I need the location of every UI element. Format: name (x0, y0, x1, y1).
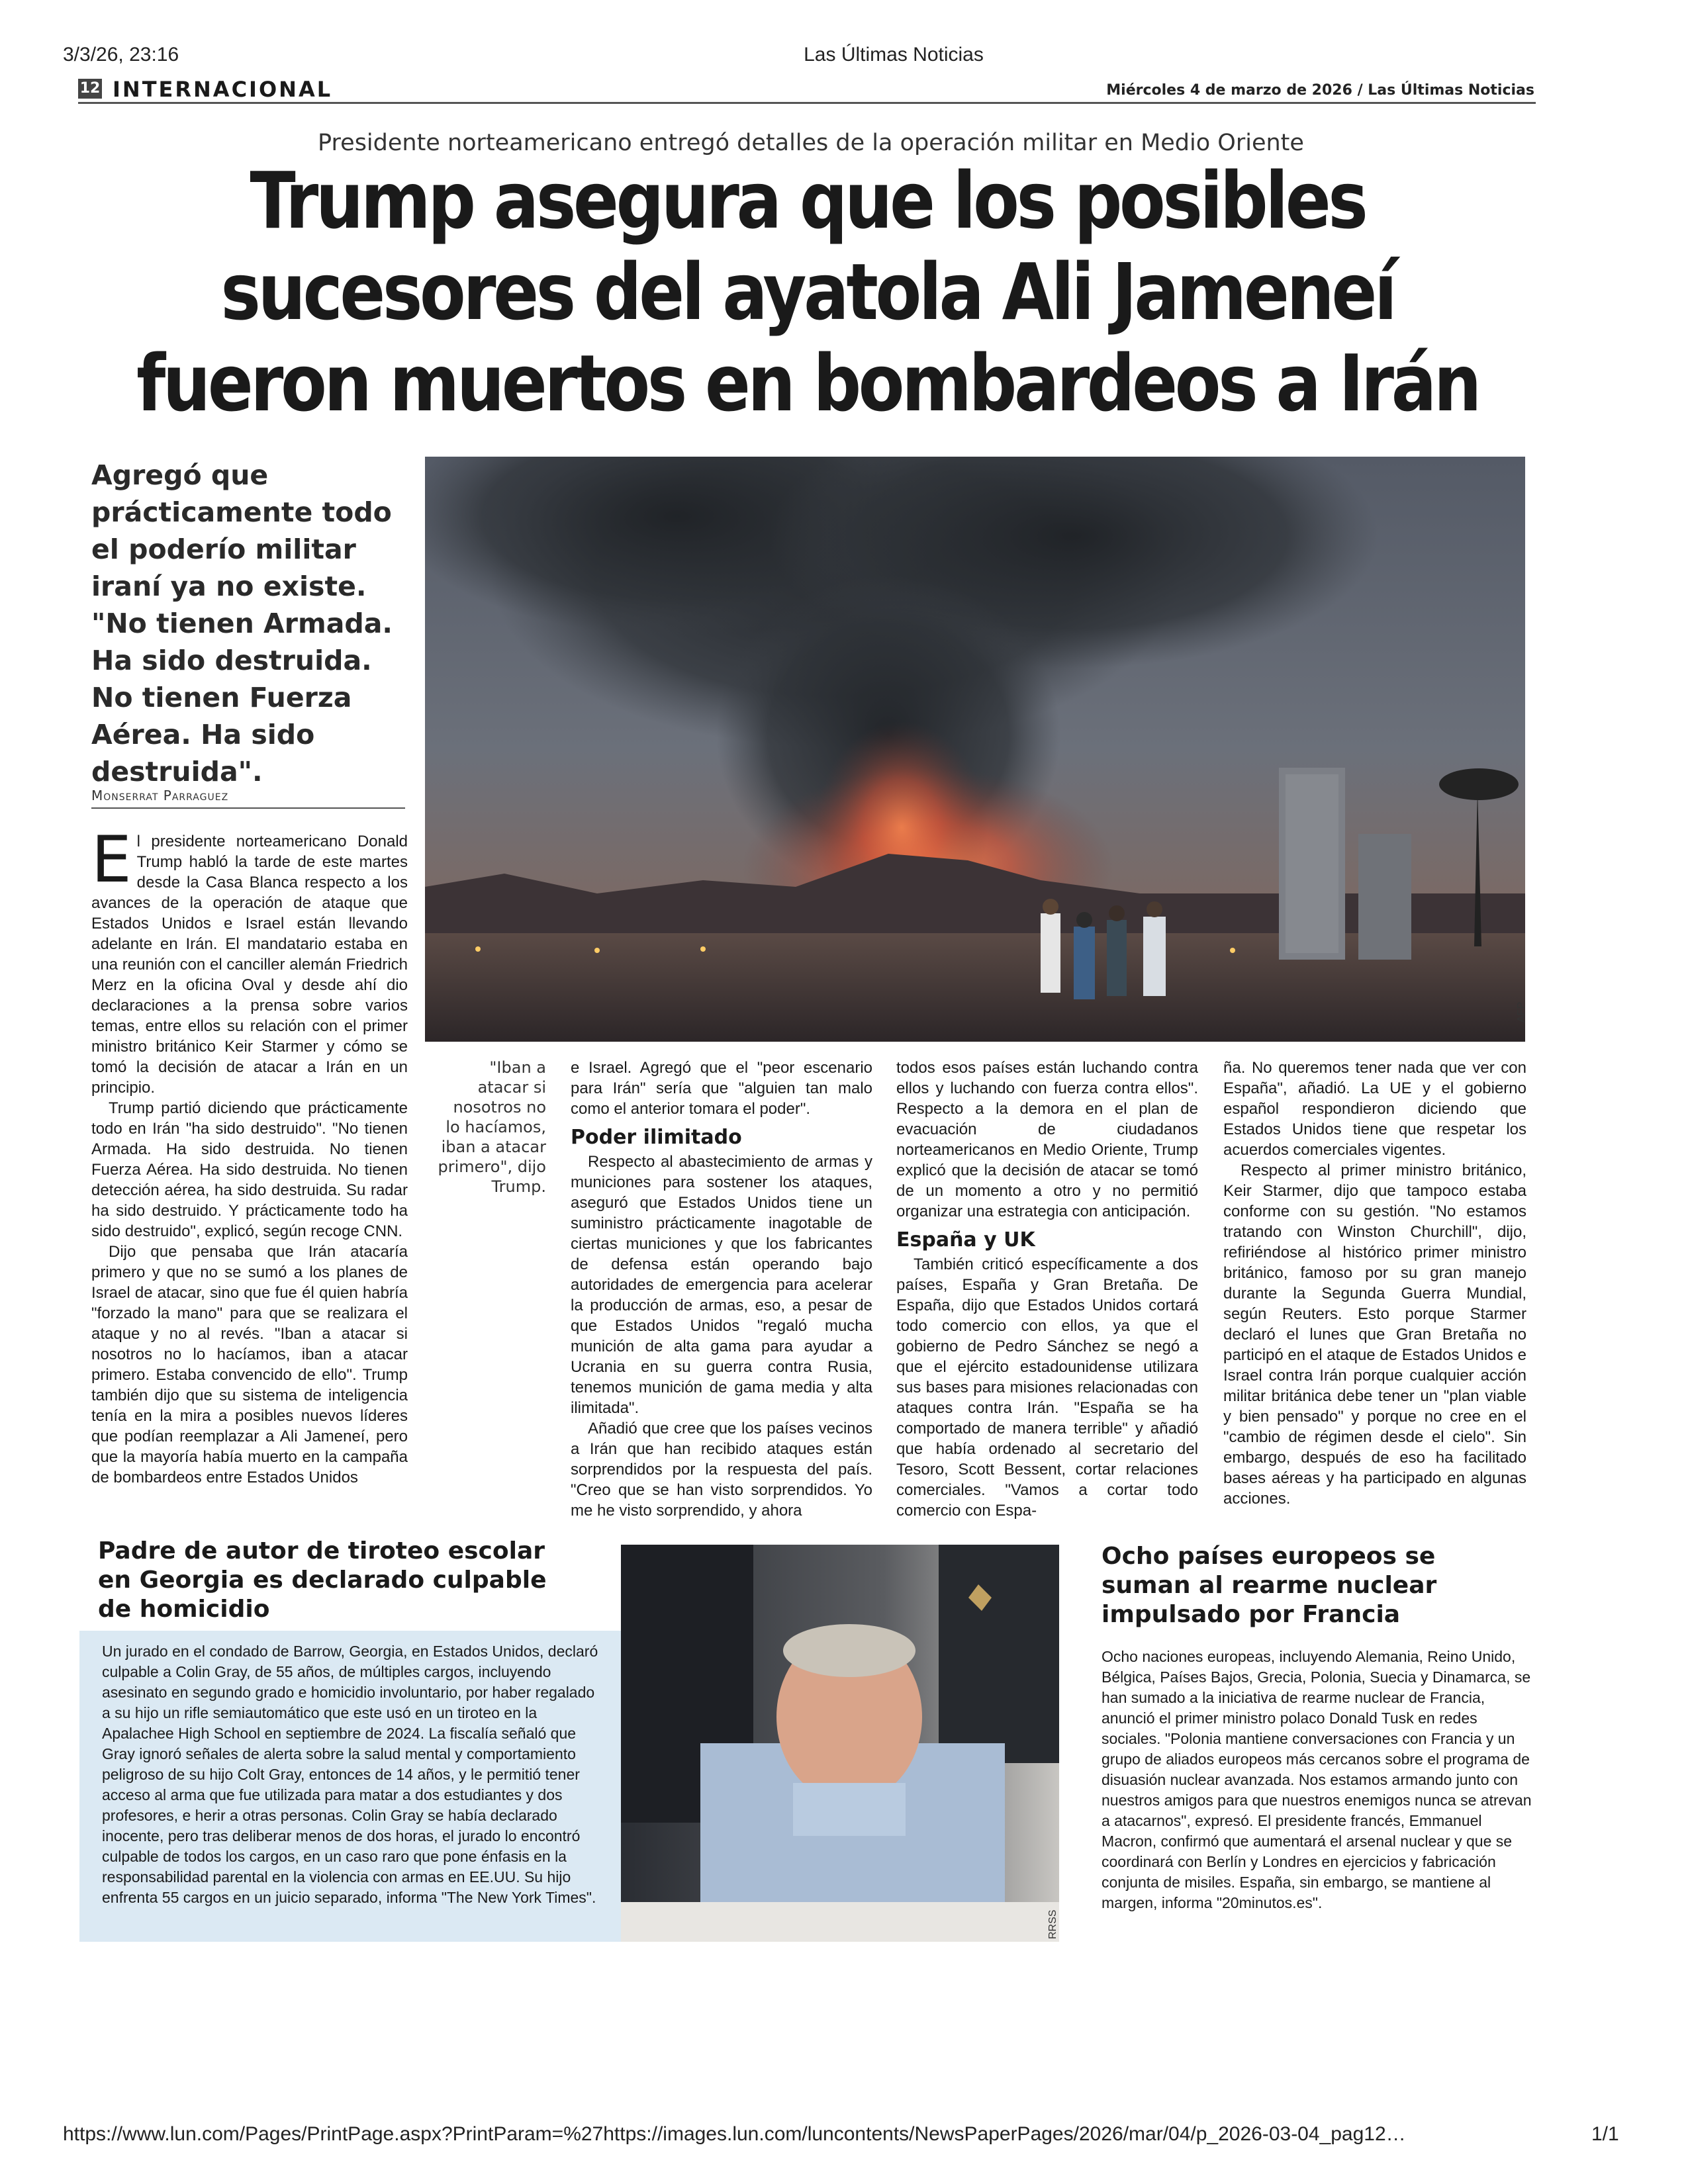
subhead-espana-uk: España y UK (896, 1228, 1035, 1251)
photo-credit-rrss: RRSS (1047, 1909, 1058, 1939)
col3-paragraph-1: todos esos países están luchando contra ellos y luchando con fuerza contra ellos". Respecto a la demora en el plan de evacuación de ciudadanos norteamericanos en Medio Oriente, Trump explicó que la decisión de atacar se tomó de un momento a otro y no permitió organizar una estrategia con anticipación. (896, 1059, 1198, 1220)
headline-line-2: sucesores del ayatola Ali Jameneí (220, 246, 1395, 338)
brief-left-title: Padre de autor de tiroteo escolar en Georgia es declarado culpable de homicidio (98, 1537, 547, 1623)
kicker: Presidente norteamericano entregó detalles de la operación militar en Medio Oriente (318, 130, 1304, 156)
photo-credit-afp: AFP (1516, 1001, 1527, 1023)
col4-paragraph-1: ña. No queremos tener nada que ver con España", añadió. La UE y el gobierno español respondieron diciendo que Estados Unidos tiene que respetar los acuerdos comerciales vigentes. (1223, 1059, 1526, 1159)
article-column-3 (896, 1058, 1198, 1521)
col3-paragraph-2: También criticó específicamente a dos países, España y Gran Bretaña. De España, dijo que Estados Unidos cortará todo comercio con ellos, ya que el gobierno de Pedro Sánchez se negó a que el ejército estadounidense utilizara sus bases para misiones relacionadas con ataques contra Irán. "España se ha comportado de manera terrible" y añadió que había ordenado al secretario del Tesoro, Scott Bessent, cortar relaciones comerciales. "Vamos a cortar todo comercio con Espa- (896, 1255, 1198, 1520)
print-datetime: 3/3/26, 23:16 (63, 44, 179, 66)
article-column-4 (1223, 1058, 1526, 1509)
col2-paragraph-2: Respecto al abastecimiento de armas y municiones para sostener los ataques, aseguró que Estados Unidos tiene un suministro prácticamente inagotable de ciertas municiones y que los fabricantes de defensa están operando bajo autoridades de emergencia para acelerar la producción de armas, eso, a pesar de que Estados Unidos "regaló mucha munición de alta gama para ayudar a Ucrania en su guerra contra Rusia, tenemos munición de gama media y alta ilimitada". (571, 1153, 872, 1417)
page-number: 12 (79, 80, 101, 97)
smoke-fire-scene (425, 457, 1525, 1042)
brief-left-body: Un jurado en el condado de Barrow, Georgia, en Estados Unidos, declaró culpable a Colin Gray, de 55 años, de múltiples cargos, incluyendo asesinato en segundo grado e homicidio involuntario, por haber regalado a su hijo un rifle semiautomático que este usó en un tiroteo en la Apalachee High School en septiembre de 2024. La fiscalía señaló que Gray ignoró señales de alerta sobre la salud mental y comportamiento peligroso de su hijo Colt Gray, entonces de 14 años, y le permitió tener acceso al arma que fue utilizada para matar a dos estudiantes y dos profesores, e herir a otras personas. Colin Gray se había declarado inocente, pero tras deliberar menos de dos horas, el jurado lo encontró culpable de todos los cargos, en un caso raro que pone énfasis en la responsabilidad parental en la violencia con armas en EE.UU. Su hijo enfrenta 55 cargos en un juicio separado, informa "The New York Times". (102, 1643, 598, 1906)
dropcap: E (91, 823, 132, 897)
brief-right-body: Ocho naciones europeas, incluyendo Alemania, Reino Unido, Bélgica, Países Bajos, Grecia, Polonia, Suecia y Dinamarca, se han sumado a la iniciativa de rearme nuclear de Francia, anunció el primer ministro polaco Donald Tusk en redes sociales. "Polonia mantiene conversaciones con Francia y un grupo de aliados europeos más cercanos sobre el programa de disuasión nuclear avanzada. Nos estamos armando junto con nuestros amigos para que nuestros enemigos nunca se atrevan a atacarnos", expresó. El presidente francés, Emmanuel Macron, confirmó que aumentará el arsenal nuclear y que se coordinará con Berlín y Londres en ejercicios y fabricación conjunta de misiles. España, sin embargo, se mantiene al margen, informa "20minutos.es". (1102, 1648, 1532, 1911)
col2-paragraph-3: Añadió que cree que los países vecinos a Irán que han recibido ataques están sorprendidos por la respuesta del país. "Creo que se han visto sorprendidos. Yo me he visto sorprendido, y ahora (571, 1420, 872, 1520)
print-url: https://www.lun.com/Pages/PrintPage.aspx?PrintParam=%27https://images.lun.com/luncontents/NewsPaperPages/2026/mar/04/p_2026-03-04_pag12… (63, 2123, 1406, 2145)
col2-paragraph-1: e Israel. Agregó que el "peor escenario para Irán" sería que "alguien tan malo como el anterior tomara el poder". (571, 1059, 872, 1118)
masthead (78, 78, 1534, 101)
col1-paragraph-1: l presidente norteamericano Donald Trump habló la tarde de este martes desde la Casa Blanca respecto a los avances de la operación de ataque que Estados Unidos e Israel están llevando adelante en Irán. El mandatario estaba en una reunión con el canciller alemán Friedrich Merz en la oficina Oval y desde ahí dio declaraciones a la prensa sobre varios temas, entre ellos su relación con el primer ministro británico Keir Starmer y cómo se tomó la decisión de atacar a Irán en un principio. (91, 833, 408, 1097)
page-number-badge (78, 79, 102, 99)
headline-line-1: Trump asegura que los posibles (250, 155, 1366, 246)
masthead-separator: / (1357, 82, 1368, 99)
courtroom-photo (621, 1545, 1059, 1942)
brief-right-title: Ocho países europeos se suman al rearme nuclear impulsado por Francia (1102, 1543, 1437, 1628)
pull-quote: "Iban a atacar si nosotros no lo hacíamos, iban a atacar primero", dijo Trump. (438, 1058, 546, 1196)
masthead-right (1106, 82, 1534, 99)
intro-deck: Agregó que prácticamente todo el poderío militar iraní ya no existe. "No tienen Armada. Ha sido destruida. No tienen Fuerza Aérea. Ha sido destruida". (91, 459, 393, 788)
article-column-2 (571, 1058, 872, 1521)
headline (0, 155, 1615, 429)
issue-date: Miércoles 4 de marzo de 2026 (1106, 82, 1352, 99)
masthead-rule (78, 102, 1536, 104)
col1-paragraph-3: Dijo que pensaba que Irán atacaría primero y que no se sumó a los planes de Israel de atacar, sino que fue él quien habría "forzado la mano" para que se realizara el ataque y no al revés. "Iban a atacar si nosotros no lo hacíamos, iban a atacar primero. Estaba convencido de ello". Trump también dijo que su sistema de inteligencia tenía en la mira a posibles nuevos líderes que podían reemplazar a Ali Jameneí, pero que la mayoría había muerto en la campaña de bombardeos entre Estados Unidos (91, 1243, 408, 1486)
headline-line-3: fueron muertos en bombardeos a Irán (136, 338, 1479, 429)
main-photo (425, 457, 1525, 1042)
section-name: INTERNACIONAL (113, 77, 333, 102)
subhead-poder-ilimitado: Poder ilimitado (571, 1126, 742, 1149)
print-page-count: 1/1 (1591, 2123, 1619, 2145)
brief-left-box (79, 1631, 621, 1942)
byline: Monserrat Parraguez (91, 788, 229, 803)
article-column-1 (91, 823, 408, 1488)
defendant-scene (621, 1545, 1059, 1942)
byline-rule (91, 807, 405, 809)
col4-paragraph-2: Respecto al primer ministro británico, Keir Starmer, dijo que tampoco estaba conforme con su gestión. "No estamos tratando con Winston Churchill", dijo, refiriéndose al histórico primer ministro británico, famoso por su gran manejo durante la Segunda Guerra Mundial, según Reuters. Esto porque Starmer declaró el lunes que Gran Bretaña no participó en el ataque de Estados Unidos e Israel contra Irán porque cualquier acción militar británica debe tener un "plan viable y bien pensado" y porque no cree en el "cambio de régimen desde el cielo". Sin embargo, después de eso ha facilitado bases aéreas y ha participado en algunas acciones. (1223, 1161, 1526, 1508)
print-title: Las Últimas Noticias (804, 44, 984, 66)
col1-paragraph-2: Trump partió diciendo que prácticamente todo en Irán "ha sido destruido". "No tienen Armada. Ha sido destruida. No tienen Fuerza Aérea. Ha sido destruida. No tienen detección aérea, ha sido destruida. Su radar ha sido destruido. Y prácticamente todo ha sido destruido", explicó, según recoge CNN. (91, 1099, 408, 1240)
paper-name: Las Últimas Noticias (1368, 82, 1534, 99)
